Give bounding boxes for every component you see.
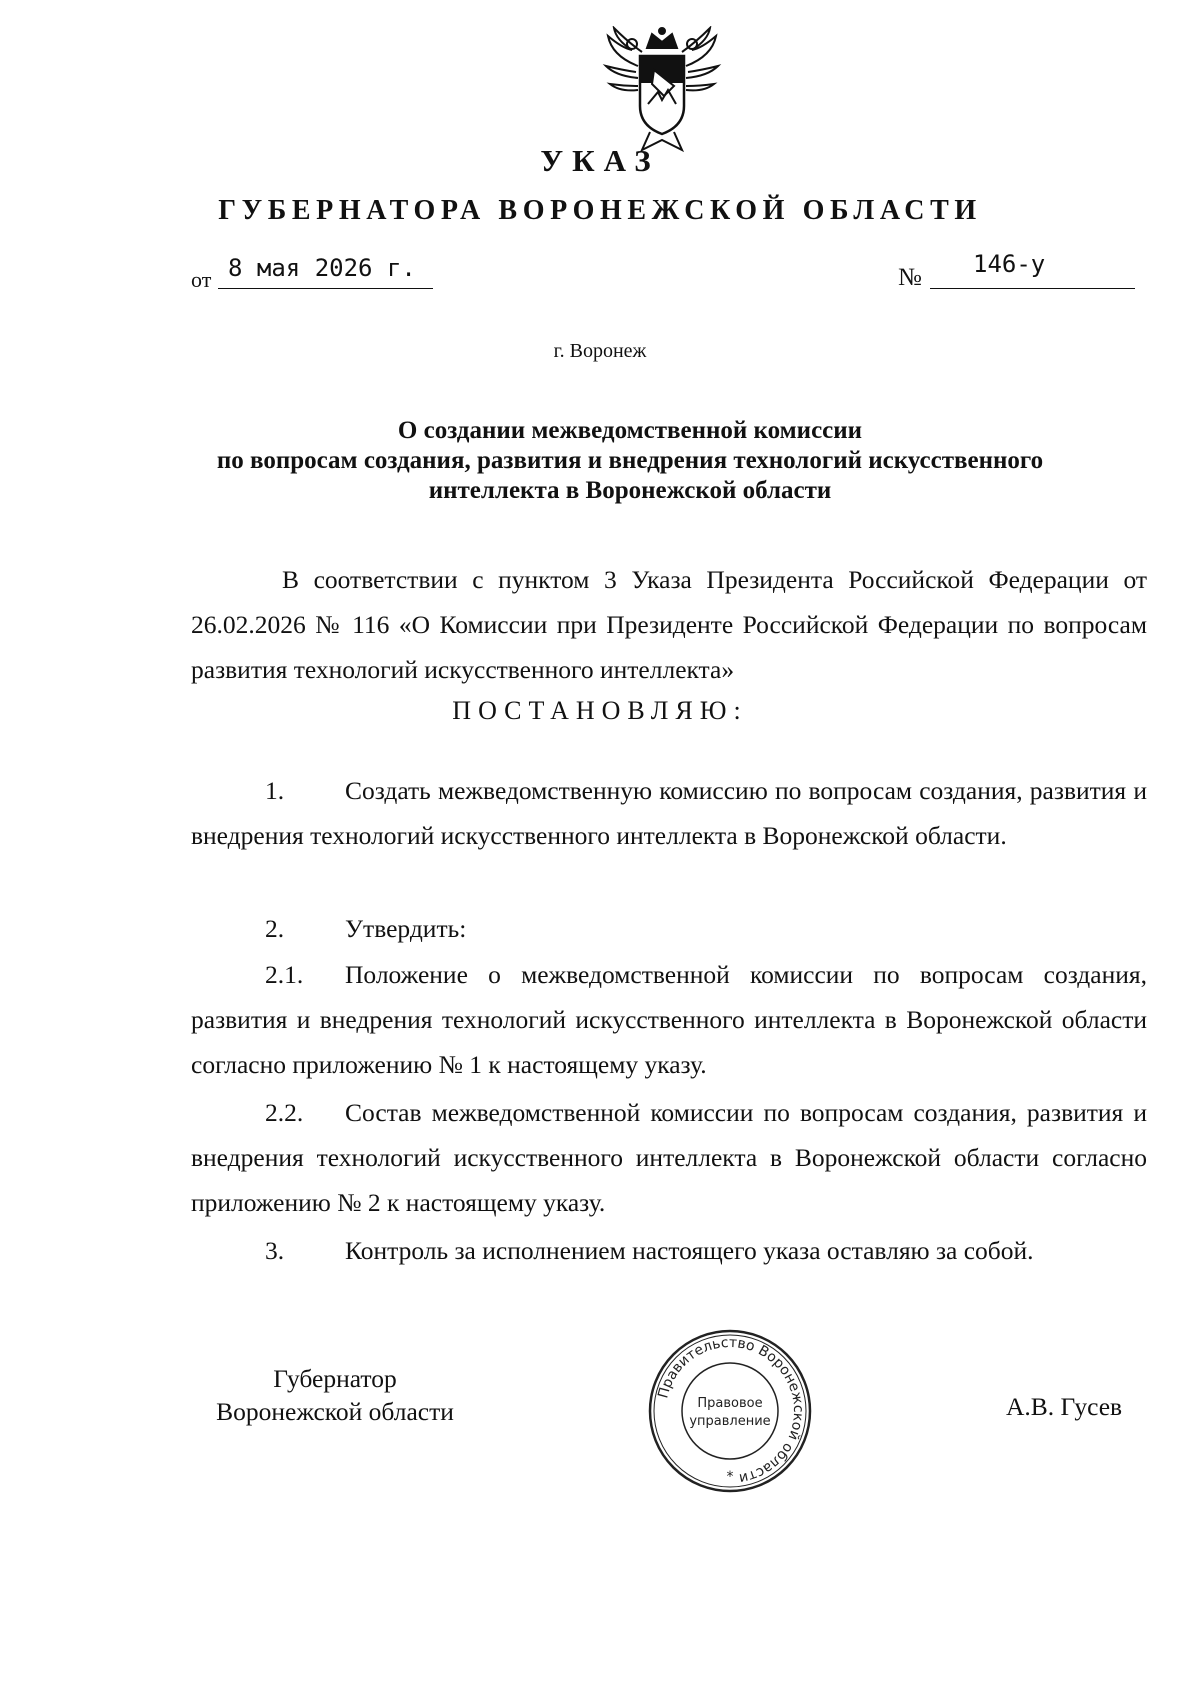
stamp-outer-text: Правительство Воронежской области	[655, 1334, 807, 1487]
decree-item-2-2	[191, 1090, 1147, 1225]
stamp-star: *	[726, 1469, 734, 1485]
document-title: УКАЗ	[540, 143, 660, 178]
decree-item-3	[191, 1228, 1147, 1273]
date-number-row	[0, 250, 1200, 300]
date-underline	[218, 288, 433, 289]
city-name: г. Воронеж	[553, 340, 647, 362]
position-line: Губернатор	[273, 1364, 397, 1393]
stamp-inner-line: Правовое	[697, 1396, 763, 1411]
decree-word: ПОСТАНОВЛЯЮ:	[452, 696, 748, 725]
item-text: Утвердить:	[345, 914, 467, 943]
decree-item-1	[191, 768, 1147, 858]
date-prefix: от	[191, 267, 212, 292]
stamp-inner-line: управление	[689, 1414, 771, 1429]
document-number: 146-у	[973, 250, 1046, 278]
document-subtitle: ГУБЕРНАТОРА ВОРОНЕЖСКОЙ ОБЛАСТИ	[218, 195, 982, 226]
decree-heading	[180, 416, 1080, 506]
preamble-paragraph: В соответствии с пунктом 3 Указа Президента Российской Федерации от 26.02.2026 № 116 «О Комиссии при Президенте Российской Федерации по вопросам развития технологий искусственного интеллекта»	[191, 565, 1147, 684]
item-number: 1.	[265, 776, 285, 805]
item-number: 3.	[265, 1236, 285, 1265]
signatory-position	[200, 1362, 470, 1428]
heading-line: О создании межведомственной комиссии	[397, 417, 863, 444]
number-underline	[930, 288, 1135, 289]
item-text: Создать межведомственную комиссию по вопросам создания, развития и внедрения технологий искусственного интеллекта в Воронежской области.	[191, 776, 1147, 850]
item-number: 2.2.	[265, 1098, 304, 1127]
item-number: 2.1.	[265, 960, 304, 989]
number-prefix: №	[898, 264, 922, 291]
item-text: Положение о межведомственной комиссии по вопросам создания, развития и внедрения технологий искусственного интеллекта в Воронежской области согласно приложению № 1 к настоящему указу.	[191, 960, 1147, 1079]
item-text: Состав межведомственной комиссии по вопросам создания, развития и внедрения технологий искусственного интеллекта в Воронежской области согласно приложению № 2 к настоящему указу.	[191, 1098, 1147, 1217]
signatory-name: А.В. Гусев	[1006, 1392, 1123, 1421]
coat-of-arms-icon	[602, 26, 722, 156]
heading-line: по вопросам создания, развития и внедрения технологий искусственного	[216, 447, 1044, 474]
document-date: 8 мая 2026 г.	[228, 254, 416, 282]
official-stamp	[646, 1327, 814, 1495]
decree-item-2	[191, 906, 1147, 951]
item-number: 2.	[265, 914, 285, 943]
heading-line: интеллекта в Воронежской области	[428, 477, 832, 504]
item-text: Контроль за исполнением настоящего указа оставляю за собой.	[345, 1236, 1034, 1265]
position-line: Воронежской области	[216, 1397, 454, 1426]
decree-item-2-1	[191, 952, 1147, 1087]
